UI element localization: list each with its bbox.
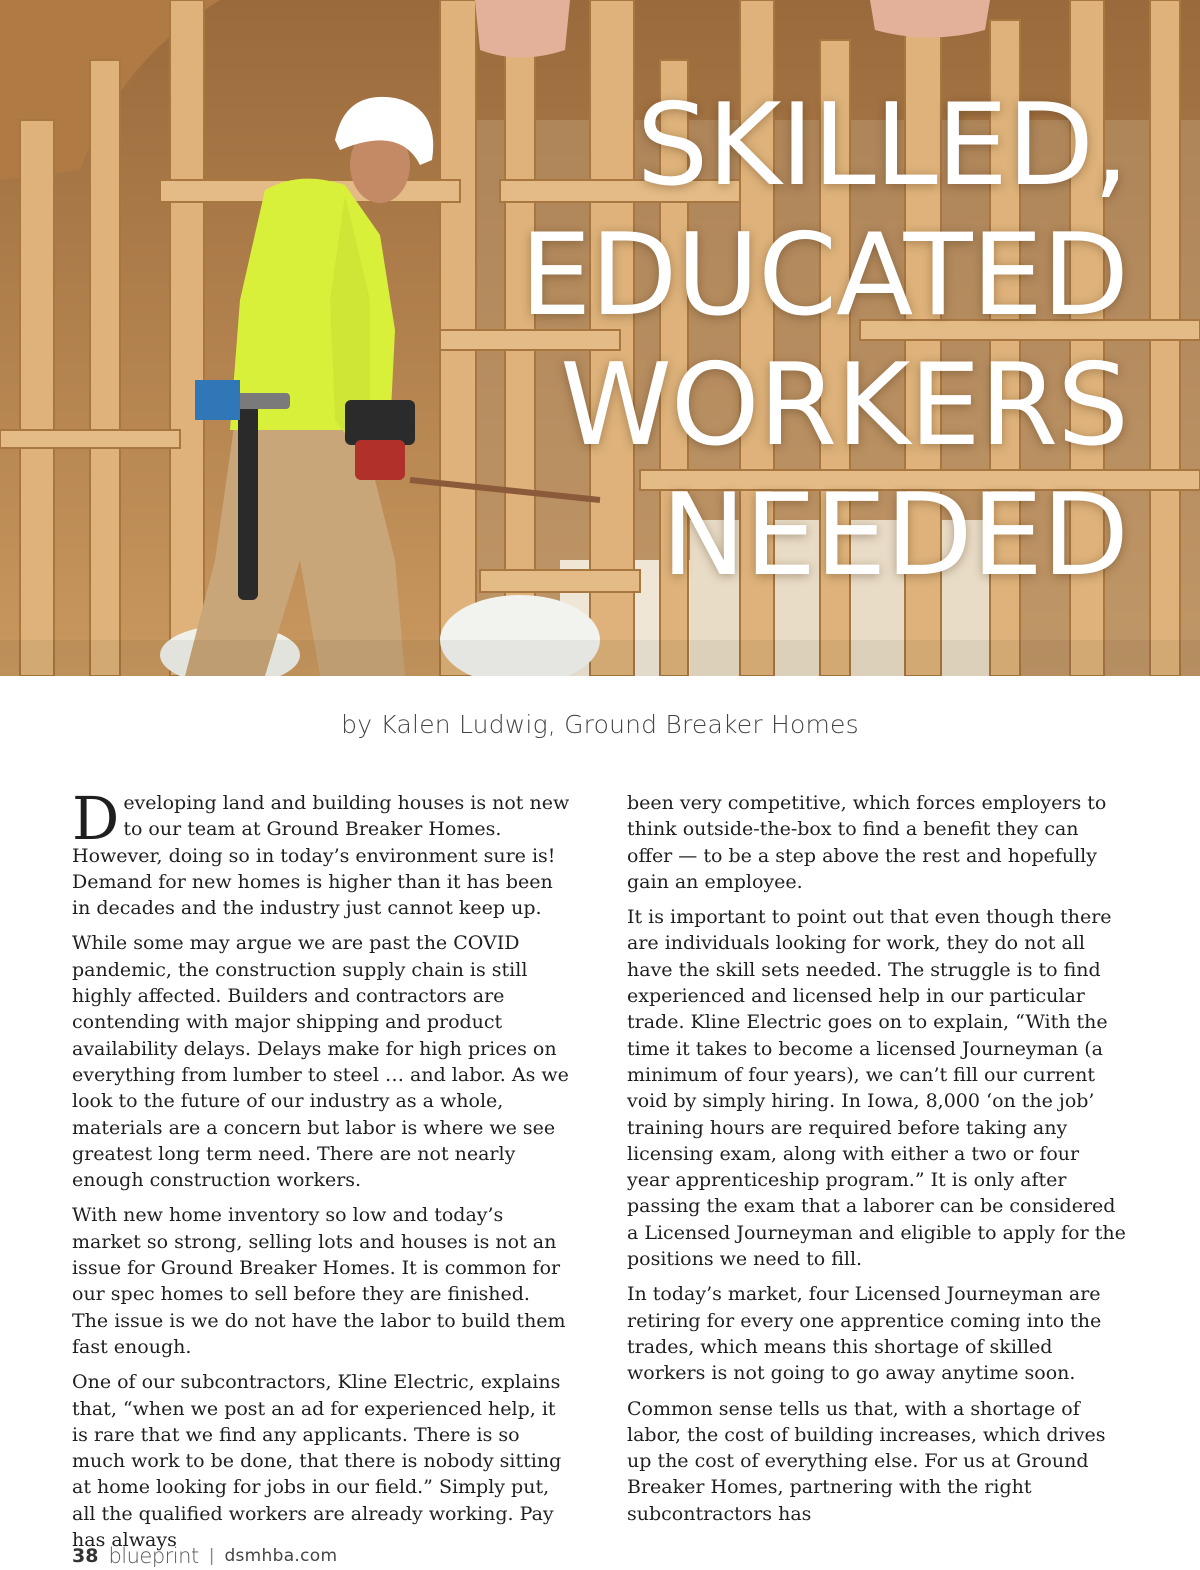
paragraph-7: In today’s market, four Licensed Journeyman are retiring for every one apprentice coming into the trades, which means this shortage of skilled workers is not going to go away anytime soon. [627, 1283, 1102, 1385]
headline-line-3: WORKERS [560, 339, 1128, 471]
right-column [627, 790, 1127, 1536]
paragraph-4: One of our subcontractors, Kline Electric, explains that, “when we post an ad for experienced help, it is rare that we find any applicants. There is so much work to be done, that there is nobody sitting at home looking for jobs in our field.” Simply put, all the qualified workers are already working. Pay has always [72, 1371, 562, 1552]
paragraph-6: It is important to point out that even though there are individuals looking for work, they do not all have the skill sets needed. The struggle is to find experienced and licensed help in our particular trade. Kline Electric goes on to explain, “With the time it takes to become a licensed Journeyman (a minimum of four years), we can’t fill our current void by simply hiring. In Iowa, 8,000 ‘on the job’ training hours are required before taking any licensing exam, along with either a two or four year apprenticeship program.” It is only after passing the exam that a laborer can be considered a Licensed Journeyman and eligible to apply for the positions we need to fill. [627, 906, 1126, 1271]
paragraph-1 [72, 784, 572, 921]
headline-line-1: SKILLED, [636, 79, 1128, 211]
article-headline [520, 80, 1128, 600]
website-link[interactable]: dsmhba.com [224, 1546, 338, 1566]
headline-line-4: NEEDED [661, 469, 1128, 601]
paragraph-8: Common sense tells us that, with a shortage of labor, the cost of building increases, which drives up the cost of everything else. For us at Ground Breaker Homes, partnering with the right subcontractors has [627, 1397, 1106, 1525]
paragraph-2: While some may argue we are past the COVID pandemic, the construction supply chain is still highly affected. Builders and contractors are contending with major shipping and product availability delays. Delays make for high prices on everything from lumber to steel … and labor. As we look to the future of our industry as a whole, materials are a concern but labor is where we see greatest long term need. There are not nearly enough construction workers. [72, 932, 569, 1192]
page-number: 38 [72, 1545, 99, 1567]
left-column [72, 784, 572, 1562]
page-footer [72, 1542, 337, 1570]
blueprint-logo: blueprint [108, 1544, 199, 1568]
paragraph-1-text: eveloping land and building houses is not new to our team at Ground Breaker Homes. However, doing so in today’s environment sure is! Demand for new homes is higher than it has been in decades and the industry just cannot keep up. [72, 792, 570, 920]
headline-line-2: EDUCATED [520, 209, 1128, 341]
paragraph-5: been very competitive, which forces employers to think outside-the-box to find a benefit they can offer — to be a step above the rest and hopefully gain an employee. [627, 792, 1107, 893]
byline: by Kalen Ludwig, Ground Breaker Homes [341, 710, 859, 739]
drop-cap: D [72, 784, 120, 853]
footer-separator: | [208, 1546, 215, 1566]
hero-photo [0, 0, 1200, 676]
paragraph-3: With new home inventory so low and today’s market so strong, selling lots and houses is not an issue for Ground Breaker Homes. It is common for our spec homes to sell before they are finished. The issue is we do not have the labor to build them fast enough. [72, 1204, 566, 1358]
